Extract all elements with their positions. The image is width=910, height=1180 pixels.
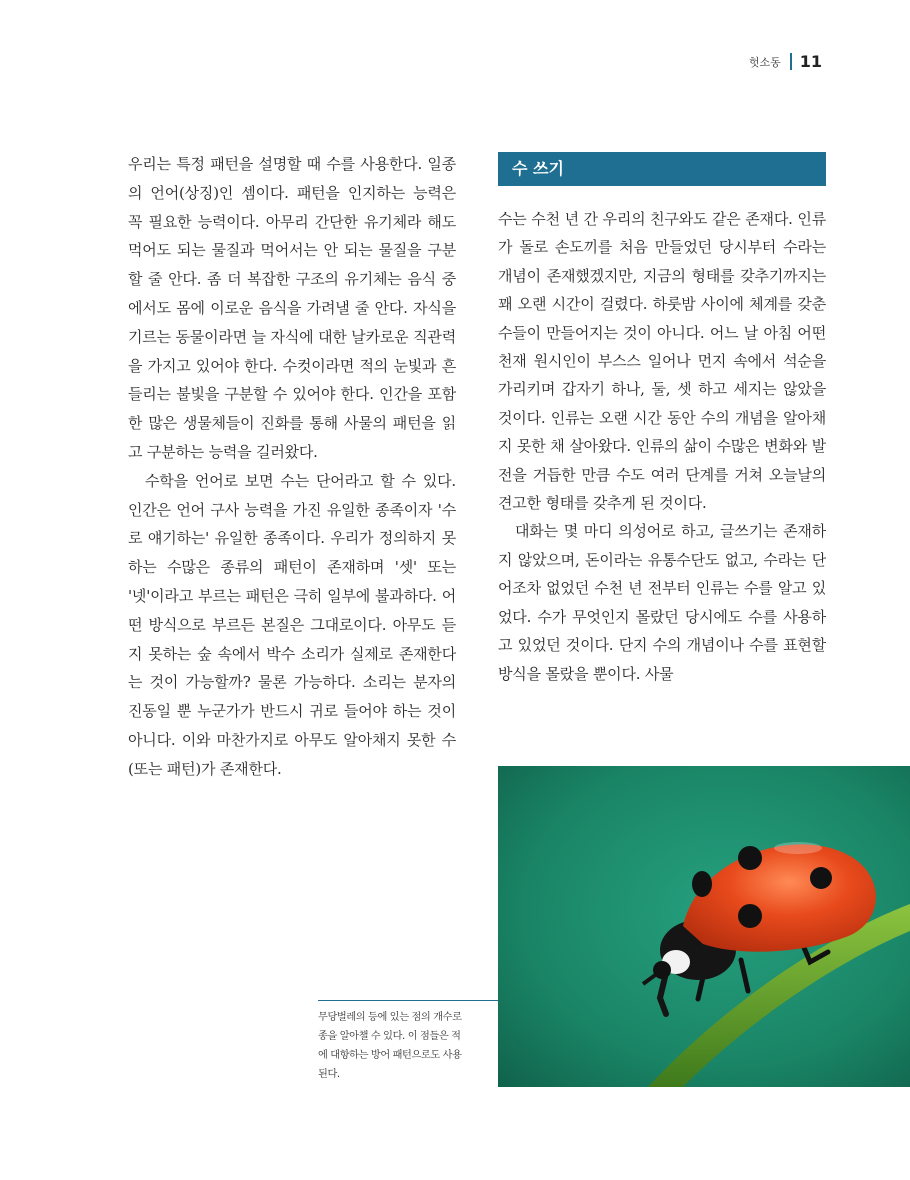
shell-spot xyxy=(738,846,762,870)
ladybug-photo xyxy=(498,766,910,1087)
paragraph: 수는 수천 년 간 우리의 친구와도 같은 존재다. 인류가 돌로 손도끼를 처음 만들었던 당시부터 수라는 개념이 존재했겠지만, 지금의 형태를 갖추기까지는 꽤 오랜 시간이 걸렸다. 하룻밤 사이에 체계를 갖춘 수들이 만들어지는 것이 아니다. 어느 날 아침 어떤 천재 원시인이 부스스 일어나 먼지 속에서 석순을 가리키며 갑자기 하나, 둘, 셋 하고 세지는 않았을 것이다. 인류는 오랜 시간 동안 수의 개념을 알아채지 못한 채 살아왔다. 인류의 삶이 수많은 변화와 발전을 거듭한 만큼 수도 여러 단계를 거쳐 오늘날의 견고한 형태를 갖추게 된 것이다. xyxy=(498,210,826,513)
running-head: 헛소동 xyxy=(748,55,781,69)
figure-caption: 무당벌레의 등에 있는 점의 개수로 종을 알아챌 수 있다. 이 점들은 적에 대항하는 방어 패턴으로도 사용된다. xyxy=(318,1012,462,1080)
right-column xyxy=(498,205,826,688)
shell-spot xyxy=(810,867,832,889)
paragraph: 수학을 언어로 보면 수는 단어라고 할 수 있다. 인간은 언어 구사 능력을 가진 유일한 종족이자 '수로 얘기하는' 유일한 종족이다. 우리가 정의하지 못하는 수많은 종류의 패턴이 존재하며 '셋' 또는 '넷'이라고 부르는 패턴은 극히 일부에 불과하다. 어떤 방식으로 부르든 본질은 그대로이다. 아무도 듣지 못하는 숲 속에서 박수 소리가 실제로 존재한다는 것이 가능할까? 물론 가능하다. 소리는 분자의 진동일 뿐 누군가가 반드시 귀로 들어야 하는 것이 아니다. 이와 마찬가지로 아무도 알아채지 못한 수(또는 패턴)가 존재한다. xyxy=(128,471,456,778)
shell-spot xyxy=(738,904,762,928)
paragraph: 우리는 특정 패턴을 설명할 때 수를 사용한다. 일종의 언어(상징)인 셈이다. 패턴을 인지하는 능력은 꼭 필요한 능력이다. 아무리 간단한 유기체라 해도 먹어도 되는 물질과 먹어서는 안 되는 물질을 구분할 줄 안다. 좀 더 복잡한 구조의 유기체는 음식 중에서도 몸에 이로운 음식을 가려낼 줄 안다. 자식을 기르는 동물이라면 늘 자식에 대한 날카로운 직관력을 가지고 있어야 한다. 수컷이라면 적의 눈빛과 흔들리는 불빛을 구분할 수 있어야 한다. 인간을 포함한 많은 생물체들이 진화를 통해 사물의 패턴을 읽고 구분하는 능력을 길러왔다. xyxy=(128,155,456,461)
header-divider xyxy=(790,53,792,70)
ladybug-illustration xyxy=(498,766,910,1087)
left-column xyxy=(128,150,456,784)
section-title: 수 쓰기 xyxy=(512,159,564,178)
page-number: 11 xyxy=(799,52,822,71)
caption-rule xyxy=(318,1000,498,1001)
paragraph: 대화는 몇 마디 의성어로 하고, 글쓰기는 존재하지 않았으며, 돈이라는 유통수단도 없고, 수라는 단어조차 없었던 수천 년 전부터 인류는 수를 알고 있었다. 수가 무엇인지 몰랐던 당시에도 수를 사용하고 있었던 것이다. 단지 수의 개념이나 수를 표현할 방식을 몰랐을 뿐이다. 사물 xyxy=(498,522,826,683)
page-header xyxy=(749,52,822,71)
section-header xyxy=(498,152,826,186)
shell-spot xyxy=(692,871,712,897)
